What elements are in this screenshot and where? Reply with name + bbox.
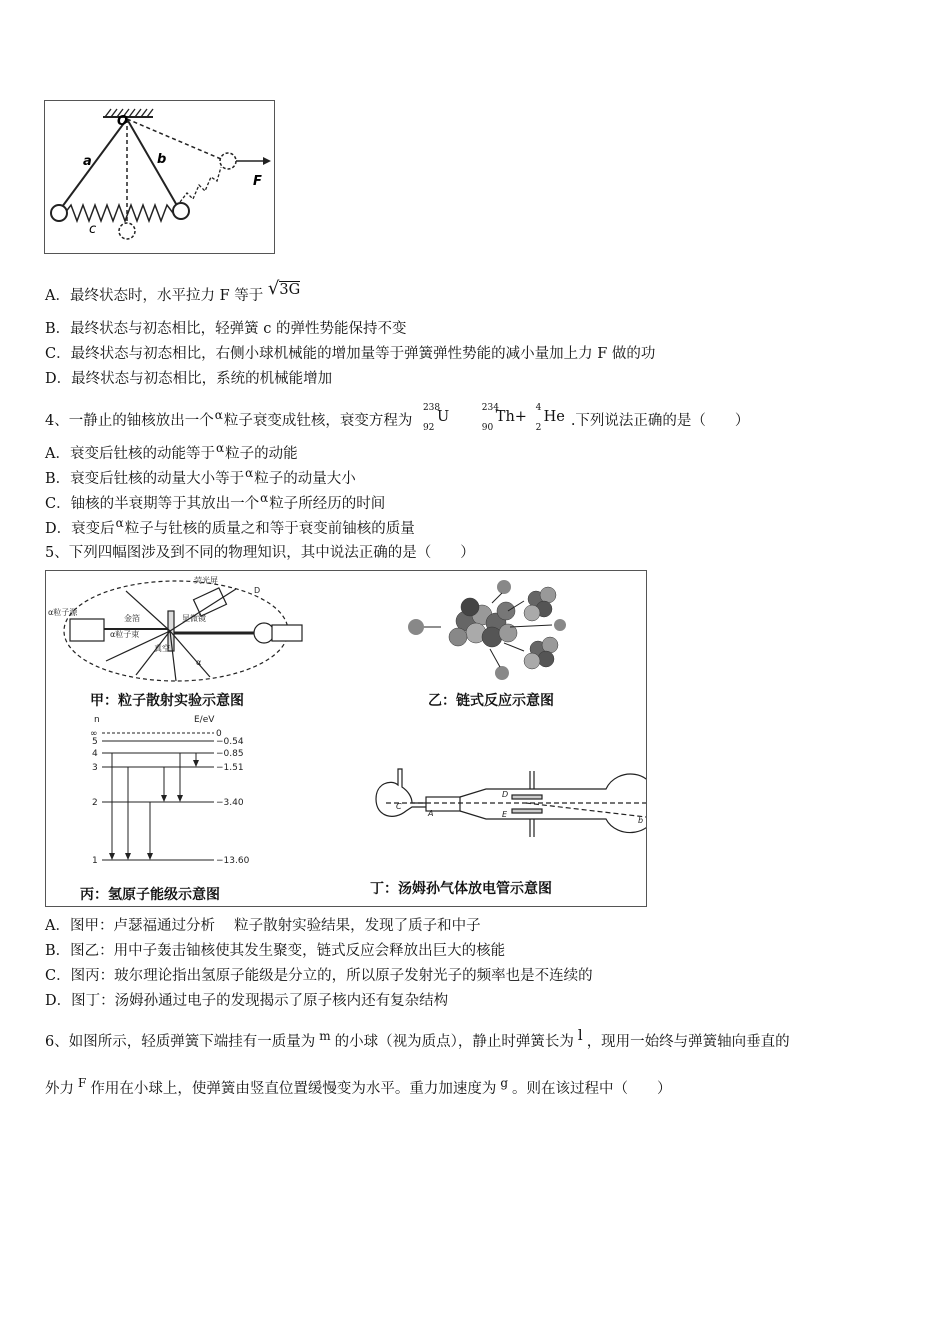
q3-option-a: A．最终状态时，水平拉力 F 等于 √3G (45, 278, 301, 304)
label-screen: 荧光屏 (194, 576, 218, 585)
pendulum-spring-diagram (45, 101, 274, 253)
nuclide-u: 238 92 U (422, 403, 450, 433)
svg-text:E/eV: E/eV (194, 715, 215, 725)
energy-level-diagram (102, 733, 214, 860)
nuclide-he: 4 2 He (535, 403, 565, 433)
svg-text:C: C (396, 802, 402, 811)
chain-reaction-diagram (408, 580, 566, 680)
svg-text:−3.40: −3.40 (216, 798, 244, 808)
symbol-g: g (500, 1076, 509, 1090)
svg-text:−1.51: −1.51 (216, 763, 244, 773)
q3-figure (44, 100, 275, 254)
symbol-m: m (319, 1029, 331, 1043)
svg-text:4: 4 (92, 749, 98, 759)
q5-option-d: D．图丁：汤姆孙通过电子的发现揭示了原子核内还有复杂结构 (45, 993, 449, 1009)
scattering-diagram (64, 581, 302, 681)
q5-option-b: B．图乙：用中子轰击铀核使其发生聚变，链式反应会释放出巨大的核能 (45, 943, 506, 959)
svg-text:0: 0 (216, 729, 222, 739)
svg-text:2: 2 (92, 798, 98, 808)
q4-option-a: A．衰变后钍核的动能等于$^\alpha$粒子的动能 (45, 441, 298, 462)
label-beam: α粒子束 (110, 630, 140, 639)
q5-option-c: C．图丙：玻尔理论指出氢原子能级是分立的，所以原子发射光子的频率也是不连续的 (45, 968, 593, 984)
svg-text:∞: ∞ (90, 729, 98, 739)
q5-figure (45, 570, 647, 907)
svg-text:1: 1 (92, 856, 98, 866)
svg-text:b: b (638, 816, 644, 825)
q3-option-a-radicand: 3G (279, 282, 301, 298)
q5-four-diagrams (46, 571, 646, 906)
svg-text:−13.60: −13.60 (216, 856, 250, 866)
symbol-l: l (577, 1026, 583, 1044)
q3-option-c: C．最终状态与初态相比，右侧小球机械能的增加量等于弹簧弹性势能的减小量加上力 F 做的功 (45, 346, 656, 362)
label-a: a (83, 154, 92, 169)
caption-ding: 丁：汤姆孙气体放电管示意图 (370, 881, 552, 897)
q5-stem: 5、下列四幅图涉及到不同的物理知识，其中说法正确的是（ ） (45, 545, 475, 561)
svg-text:3: 3 (92, 763, 98, 773)
label-d: D (254, 586, 261, 595)
label-alpha: α (196, 658, 202, 667)
q4-option-d: D．衰变后$^\alpha$粒子与钍核的质量之和等于衰变前铀核的质量 (45, 516, 415, 537)
svg-text:−0.85: −0.85 (216, 749, 244, 759)
label-b: b (157, 152, 167, 167)
label-o: O (117, 114, 129, 129)
caption-yi: 乙：链式反应示意图 (428, 693, 554, 709)
svg-text:D: D (502, 790, 509, 799)
symbol-f: F (78, 1076, 87, 1090)
svg-text:E: E (502, 810, 508, 819)
q4-option-c: C．铀核的半衰期等于其放出一个$^\alpha$粒子所经历的时间 (45, 491, 386, 512)
q5-option-a: A．图甲：卢瑟福通过分析 粒子散射实验结果，发现了质子和中子 (45, 918, 481, 934)
alpha-symbol: α (214, 408, 223, 422)
q6-stem-line2: 外力 $^F$ 作用在小球上，使弹簧由竖直位置缓慢变为水平。重力加速度为 $^g$ 。则在该过程中（ ） (45, 1076, 672, 1097)
label-microscope: 显微镜 (182, 614, 206, 623)
label-vacuum: 真空 (154, 644, 170, 653)
svg-text:A: A (428, 809, 434, 818)
q6-stem-line1: 6、如图所示，轻质弹簧下端挂有一质量为 $^m$ 的小球（视为质点），静止时弹簧长为 l ，现用一始终与弹簧轴向垂直的 (45, 1026, 790, 1050)
energy-level-labels (90, 715, 250, 866)
label-alpha-source: α粒子源 (48, 608, 78, 617)
label-foil: 金箔 (124, 614, 140, 623)
svg-text:n: n (94, 715, 100, 725)
sqrt-icon: √ (267, 278, 280, 299)
svg-text:−0.54: −0.54 (216, 737, 244, 747)
nuclide-th: 234 90 Th+ (481, 403, 527, 433)
caption-jia: 甲：粒子散射实验示意图 (90, 693, 244, 709)
label-c: c (89, 222, 97, 237)
q4-stem: 4、一静止的铀核放出一个$^\alpha$粒子衰变成钍核，衰变方程为 238 92 U 234 90 Th+ 4 2 He .下列说法正确的是（ ） (45, 403, 750, 433)
svg-text:5: 5 (92, 737, 98, 747)
q3-option-d: D．最终状态与初态相比，系统的机械能增加 (45, 371, 333, 387)
q3-option-b: B．最终状态与初态相比，轻弹簧 c 的弹性势能保持不变 (45, 321, 407, 337)
discharge-tube-diagram (376, 769, 646, 837)
caption-bing: 丙：氢原子能级示意图 (80, 887, 220, 903)
label-f: F (253, 174, 262, 189)
q4-option-b: B．衰变后钍核的动量大小等于$^\alpha$粒子的动量大小 (45, 466, 356, 487)
